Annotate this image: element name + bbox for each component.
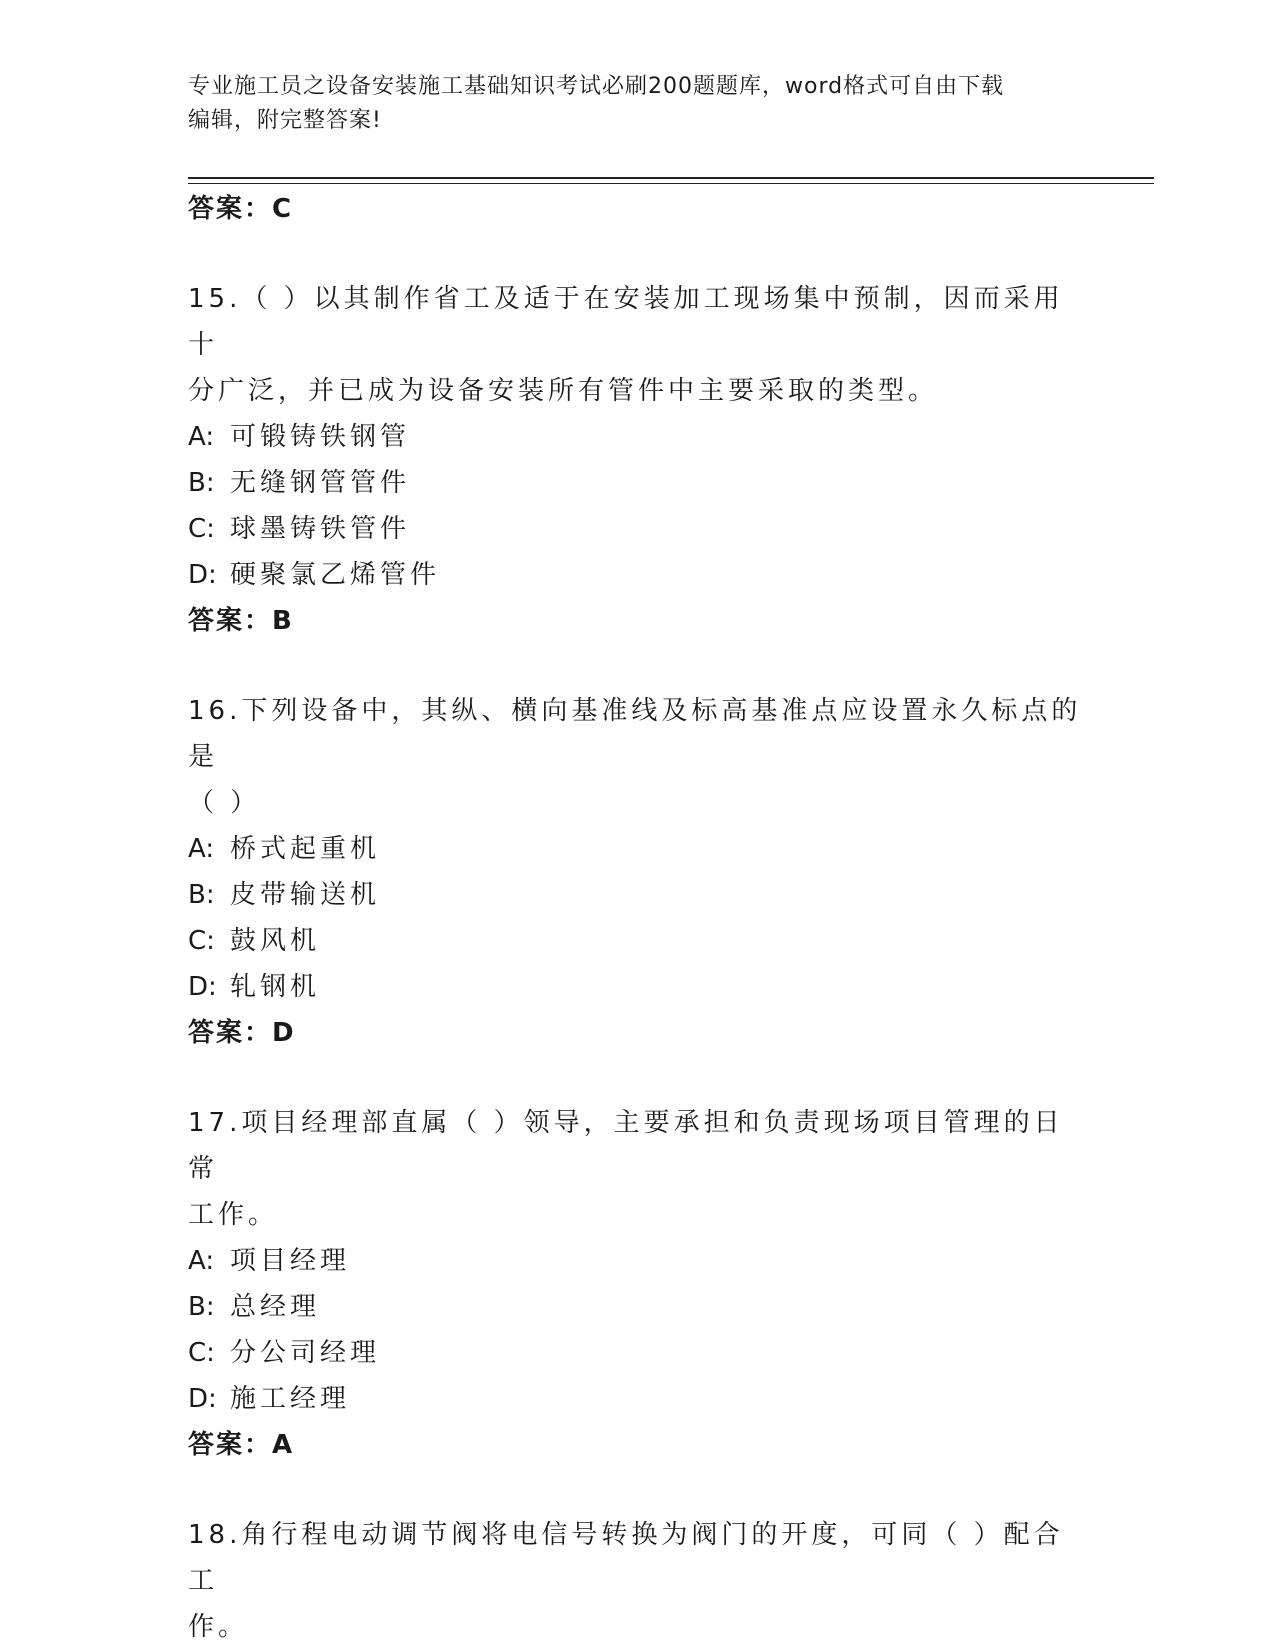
option-letter: B: [188, 468, 215, 498]
option-a [188, 1238, 1088, 1284]
option-d [188, 964, 1088, 1010]
option-a [188, 826, 1088, 872]
option-b [188, 872, 1088, 918]
option-c [188, 918, 1088, 964]
option-text: 轧钢机 [230, 972, 321, 1002]
question-17 [188, 1100, 1088, 1468]
question-stem-line: 17.项目经理部直属（ ）领导，主要承担和负责现场项目管理的日常 [188, 1108, 1064, 1184]
question-stem-line: 16.下列设备中，其纵、横向基准线及标高基准点应设置永久标点的是 [188, 696, 1082, 772]
option-a [188, 414, 1088, 460]
header-line-2: 编辑，附完整答案! [188, 108, 382, 133]
question-15 [188, 276, 1088, 644]
option-text: 分公司经理 [230, 1338, 381, 1368]
option-text: 球墨铸铁管件 [230, 514, 411, 544]
option-c [188, 506, 1088, 552]
option-letter: D: [188, 972, 217, 1002]
question-stem-line: 作。 [188, 1612, 249, 1642]
option-b [188, 460, 1088, 506]
question-stem [188, 688, 1088, 826]
option-text: 硬聚氯乙烯管件 [230, 560, 441, 590]
option-text: 项目经理 [230, 1246, 351, 1276]
answer-line: 答案：C [188, 194, 294, 224]
option-c [188, 1330, 1088, 1376]
option-text: 鼓风机 [230, 926, 321, 956]
option-letter: A: [188, 422, 215, 452]
option-text: 总经理 [230, 1292, 321, 1322]
option-d [188, 1376, 1088, 1422]
header-divider-thick [188, 177, 1154, 179]
option-letter: B: [188, 1292, 215, 1322]
answer-line: 答案：B [188, 606, 294, 636]
option-letter: B: [188, 880, 215, 910]
question-stem-line: 工作。 [188, 1200, 279, 1230]
question-stem-line: 分广泛，并已成为设备安装所有管件中主要采取的类型。 [188, 376, 939, 406]
option-text: 桥式起重机 [230, 834, 381, 864]
question-18 [188, 1512, 1088, 1650]
header-divider-thin [188, 183, 1154, 184]
option-d [188, 552, 1088, 598]
option-text: 无缝钢管管件 [230, 468, 411, 498]
question-stem-line: 18.角行程电动调节阀将电信号转换为阀门的开度，可同（ ）配合工 [188, 1520, 1064, 1596]
option-letter: A: [188, 834, 215, 864]
question-stem [188, 1100, 1088, 1238]
question-stem [188, 1512, 1088, 1650]
option-letter: C: [188, 926, 215, 956]
question-stem [188, 276, 1088, 414]
question-16 [188, 688, 1088, 1056]
question-stem-line: 15.（ ）以其制作省工及适于在安装加工现场集中预制，因而采用十 [188, 284, 1064, 360]
option-text: 皮带输送机 [230, 880, 381, 910]
option-text: 可锻铸铁钢管 [230, 422, 411, 452]
answer-line: 答案：A [188, 1430, 295, 1460]
question-stem-line: （ ） [188, 788, 261, 818]
header-line-1: 专业施工员之设备安装施工基础知识考试必刷200题题库，word格式可自由下载 [188, 74, 1005, 99]
option-letter: D: [188, 560, 217, 590]
option-letter: C: [188, 514, 215, 544]
option-b [188, 1284, 1088, 1330]
option-letter: A: [188, 1246, 215, 1276]
option-letter: C: [188, 1338, 215, 1368]
document-header [188, 70, 1068, 138]
document-body [188, 186, 1088, 1650]
answer-line: 答案：D [188, 1018, 296, 1048]
option-letter: D: [188, 1384, 217, 1414]
option-text: 施工经理 [230, 1384, 351, 1414]
